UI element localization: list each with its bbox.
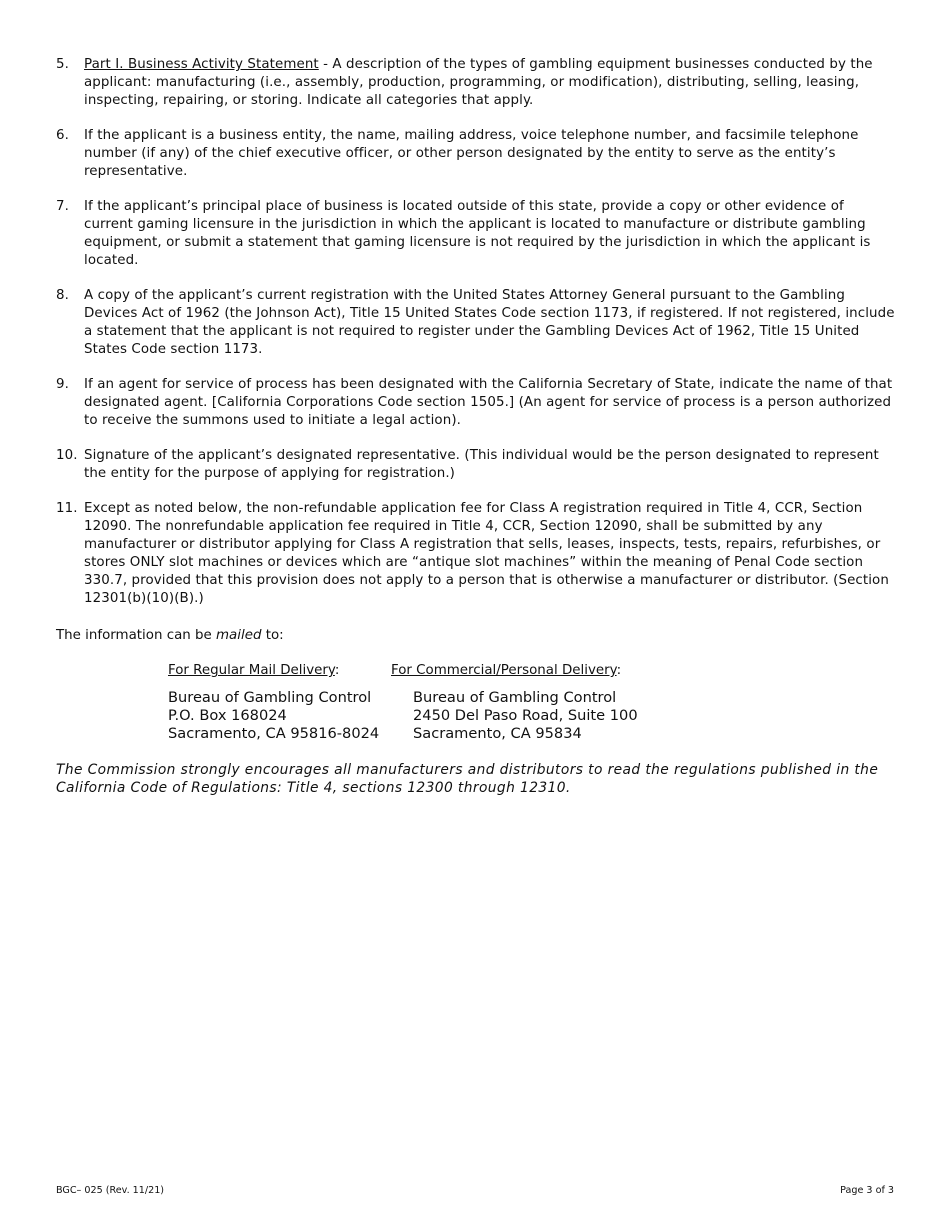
regular-mail-address	[168, 662, 379, 743]
mailing-intro: The information can be mailed to:	[56, 628, 284, 643]
item-number: 10.	[56, 448, 78, 463]
regular-mail-heading: For Regular Mail Delivery:	[168, 663, 340, 678]
item-heading: Part I. Business Activity Statement	[84, 57, 319, 72]
item-number: 5.	[56, 57, 69, 72]
commission-note: The Commission strongly encourages all manufacturers and distributors to read the regulations published in the California Code of Regulations: Title 4, sections 12300 through 12310.	[56, 762, 879, 796]
list-item-9	[56, 376, 896, 430]
address-line: Sacramento, CA 95834	[413, 725, 582, 742]
list-item-11	[56, 500, 896, 608]
instruction-list	[56, 56, 896, 625]
page-number: Page 3 of 3	[840, 1185, 894, 1196]
item-description: - A description of the types of gambling equipment businesses conducted by the applicant: manufacturing (i.e., assembly, production, programming, or modification), distributing, selling, leasing, inspecting, repairing, or storing. Indicate all categories that apply.	[84, 57, 873, 108]
form-id: BGC– 025 (Rev. 11/21)	[56, 1185, 165, 1196]
item-text: A copy of the applicant’s current registration with the United States Attorney General pursuant to the Gambling Devices Act of 1962 (the Johnson Act), Title 15 United States Code section 1173, if registered. If not registered, include a statement that the applicant is not required to register under the Gambling Devices Act of 1962, Title 15 United States Code section 1173.	[84, 288, 895, 357]
address-line: 2450 Del Paso Road, Suite 100	[413, 707, 638, 724]
list-item-10	[56, 447, 896, 483]
item-text: If an agent for service of process has been designated with the California Secretary of State, indicate the name of that designated agent. [California Corporations Code section 1505.] (An agent for service of process is a person authorized to receive the summons used to initiate a legal action).	[84, 377, 893, 428]
item-text: Except as noted below, the non-refundable application fee for Class A registration required in Title 4, CCR, Section 12090. The nonrefundable application fee required in Title 4, CCR, Section 12090, shall be submitted by any manufacturer or distributor applying for Class A registration that sells, leases, inspects, tests, repairs, refurbishes, or stores ONLY slot machines or devices which are “antique slot machines” within the meaning of Penal Code section 330.7, provided that this provision does not apply to a person that is otherwise a manufacturer or distributor. (Section 12301(b)(10)(B).)	[84, 501, 889, 606]
item-text: Signature of the applicant’s designated representative. (This individual would be the person designated to represent the entity for the purpose of applying for registration.)	[84, 448, 879, 481]
address-line: Sacramento, CA 95816-8024	[168, 725, 380, 742]
list-item-6	[56, 127, 896, 181]
address-line: Bureau of Gambling Control	[168, 689, 372, 706]
item-number: 6.	[56, 128, 69, 143]
list-item-5	[56, 56, 896, 110]
item-text	[84, 56, 896, 110]
commercial-delivery-address	[391, 662, 638, 743]
item-text: If the applicant is a business entity, the name, mailing address, voice telephone number, and facsimile telephone number (if any) of the chief executive officer, or other person designated by the entity to serve as the entity’s representative.	[84, 128, 859, 179]
list-item-8	[56, 287, 896, 359]
item-number: 9.	[56, 377, 69, 392]
mailed-emphasis: mailed	[216, 628, 262, 643]
list-item-7	[56, 198, 896, 270]
item-number: 7.	[56, 199, 69, 214]
item-number: 11.	[56, 501, 78, 516]
address-line: Bureau of Gambling Control	[413, 689, 617, 706]
commercial-delivery-heading: For Commercial/Personal Delivery:	[391, 663, 622, 678]
address-line: P.O. Box 168024	[168, 707, 287, 724]
item-number: 8.	[56, 288, 69, 303]
item-text: If the applicant’s principal place of business is located outside of this state, provide a copy or other evidence of current gaming licensure in the jurisdiction in which the applicant is located to manufacture or distribute gambling equipment, or submit a statement that gaming licensure is not required by the jurisdiction in which the applicant is located.	[84, 199, 871, 268]
